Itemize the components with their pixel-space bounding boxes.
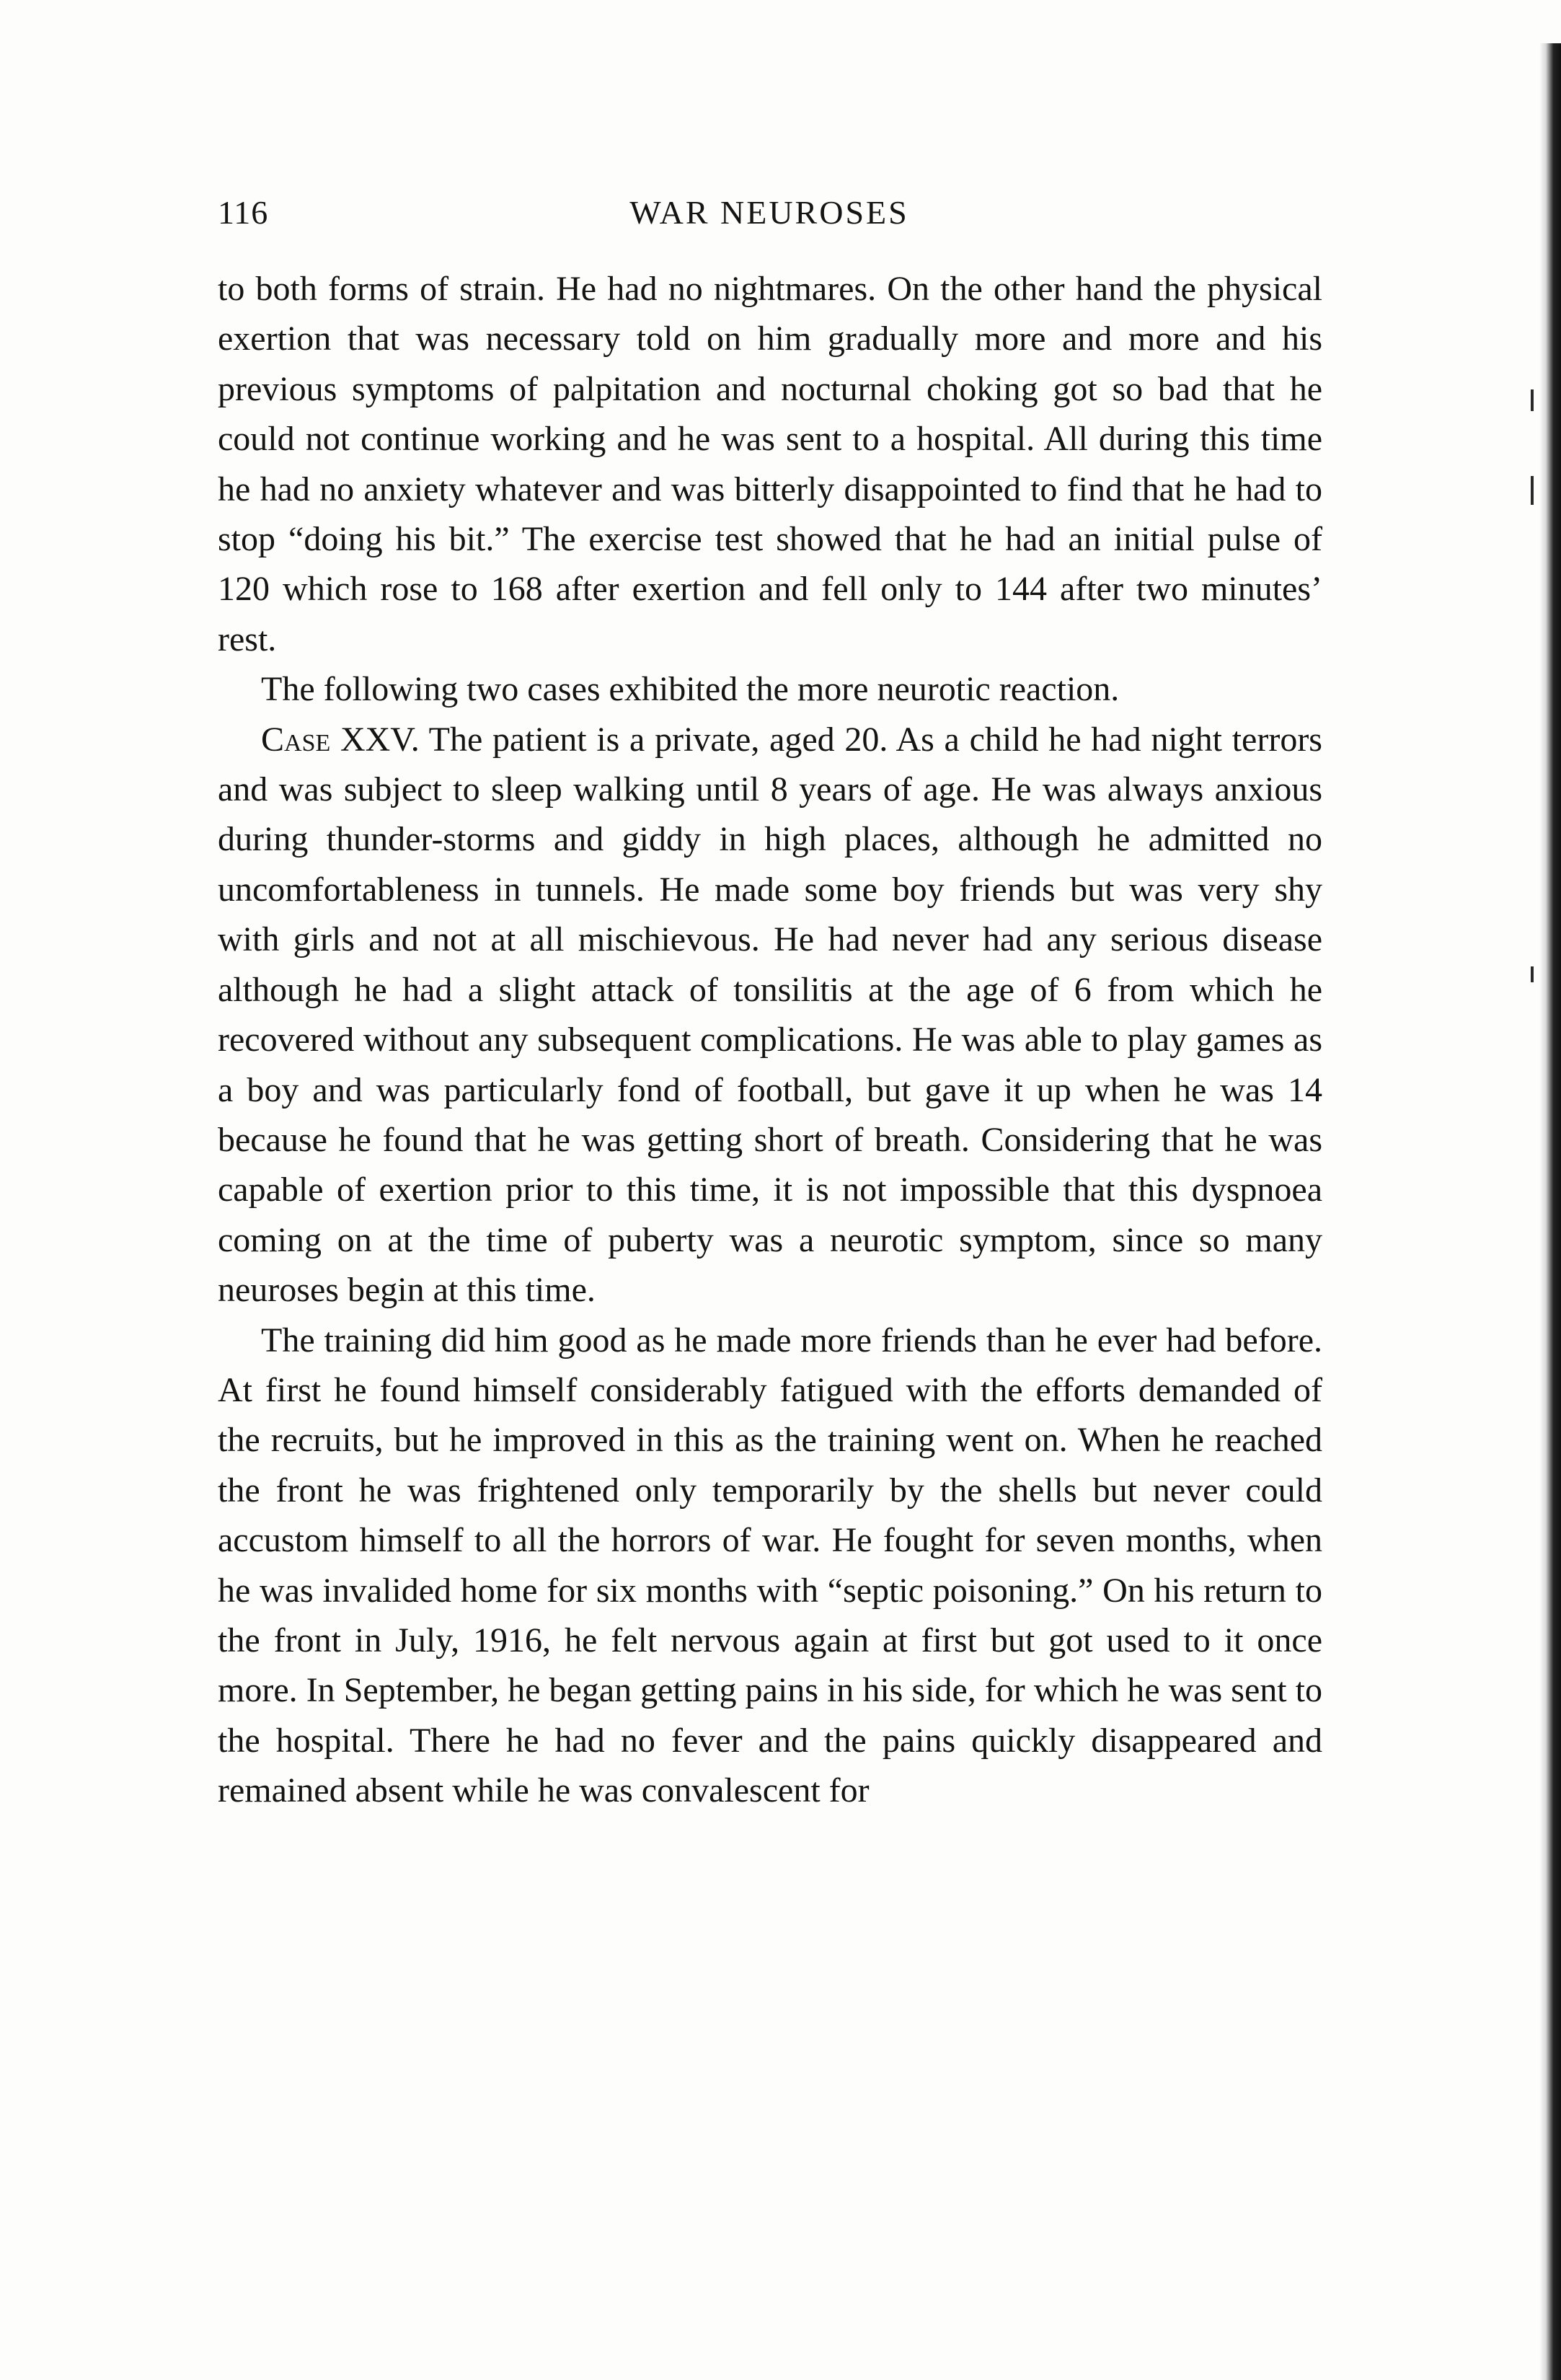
- case-label: Case XXV.: [261, 720, 420, 759]
- case-text: The patient is a private, aged 20. As a child he had night terrors and was subject to sleep walking until 8 years of age. He was always anxious during thunder-storms and giddy in high places, although he admitted no uncomfortableness in tunnels. He made some boy friends but was very shy with girls and not at all mischievous. He had never had any serious disease although he had a slight attack of tonsilitis at the age of 6 from which he recovered without any subsequent complications. He was able to play games as a boy and was particularly fond of football, but gave it up when he was 14 because he found that he was getting short of breath. Considering that he was capable of exertion prior to this time, it is not impossible that this dyspnoea coming on at the time of puberty was a neurotic symptom, since so many neuroses begin at this time.: [218, 720, 1322, 1310]
- binding-edge-shadow: [1539, 43, 1561, 2380]
- paragraph-case-xxv: [218, 715, 1322, 1315]
- scan-speck: [1531, 389, 1534, 411]
- running-title: WAR NEUROSES: [629, 194, 909, 231]
- scan-speck: [1531, 966, 1534, 982]
- paragraph-training: The training did him good as he made more friends than he ever had before. At first he found himself considerably fatigued with the efforts demanded of the recruits, but he improved in this as the training went on. When he reached the front he was frightened only temporarily by the shells but never could accustom himself to all the horrors of war. He fought for seven months, when he was invalided home for six months with “septic poisoning.” On his return to the front in July, 1916, he felt nervous again at first but got used to it once more. In September, he began getting pains in his side, for which he was sent to the hospital. There he had no fever and the pains quickly disappeared and remained absent while he was convalescent for: [218, 1321, 1322, 1810]
- page-number: 116: [218, 194, 269, 231]
- paragraph-continuation: to both forms of strain. He had no nightmares. On the other hand the physical exertion that was necessary told on him gradually more and more and his previous symptoms of palpitation and nocturnal choking got so bad that he could not continue working and he was sent to a hospital. All during this time he had no anxiety whatever and was bitterly disappointed to find that he had to stop “doing his bit.” The exercise test showed that he had an initial pulse of 120 which rose to 168 after exertion and fell only to 144 after two minutes’ rest.: [218, 270, 1322, 658]
- body-text: [218, 264, 1322, 1816]
- scan-speck: [1531, 476, 1534, 505]
- running-head: [218, 193, 1321, 244]
- paragraph-intro-cases: The following two cases exhibited the more neurotic reaction.: [261, 670, 1120, 709]
